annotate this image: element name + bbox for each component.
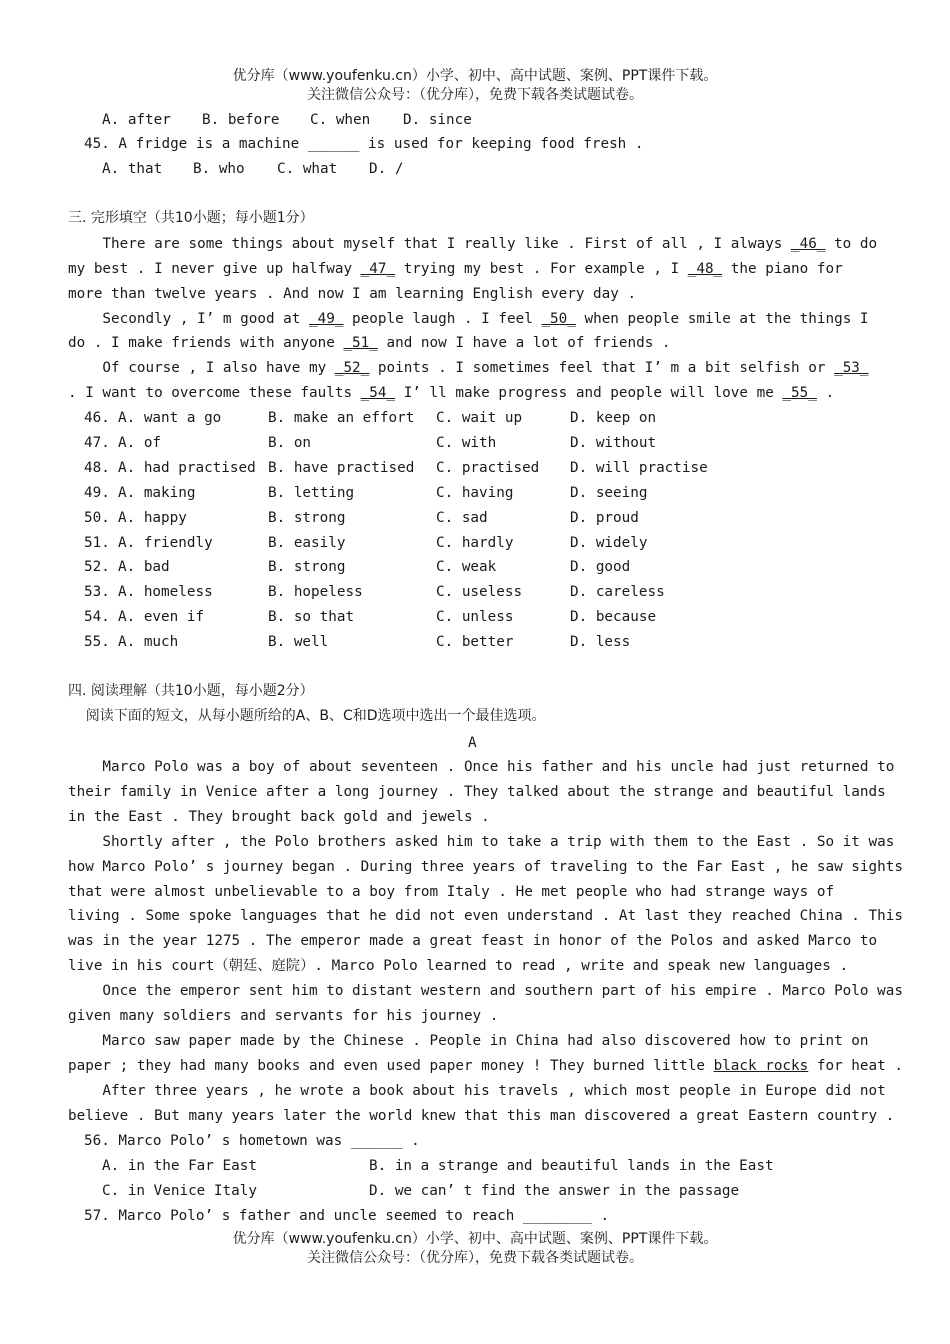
blank-53: _53_: [834, 360, 869, 376]
option-b: B. make an effort: [268, 410, 415, 426]
q44-option-c: C. when: [310, 112, 371, 128]
passage-line: how Marco Polo’ s journey began . During three years of traveling to the Far East , he saw sights: [68, 858, 903, 875]
option-c: C. with: [436, 434, 497, 451]
q56-option-b: B. in a strange and beautiful lands in the East: [369, 1158, 774, 1174]
option-a: A. happy: [118, 509, 187, 526]
option-a: A. want a go: [118, 410, 222, 426]
cloze-line: There are some things about myself that I really like . First of all , I always _46_ to do: [68, 236, 878, 252]
black-rocks-underlined: black rocks: [713, 1058, 809, 1074]
q45-option-b: B. who: [193, 161, 245, 177]
passage-line: Shortly after , the Polo brothers asked him to take a trip with them to the East . So it was: [68, 833, 895, 850]
question-number: 48.: [84, 459, 110, 476]
question-number: 55.: [84, 634, 110, 651]
blank-49: _49_: [309, 311, 344, 327]
option-b: B. strong: [268, 509, 346, 526]
passage-line: Marco saw paper made by the Chinese . People in China had also discovered how to print on: [68, 1032, 869, 1049]
section3-title: 三. 完形填空（共10小题；每小题1分）: [68, 210, 314, 226]
option-d: D. proud: [570, 509, 639, 526]
q45-stem: 45. A fridge is a machine ______ is used for keeping food fresh .: [84, 136, 644, 152]
q44-option-b: B. before: [202, 112, 280, 128]
option-d: D. because: [570, 609, 657, 626]
passage-line: Once the emperor sent him to distant western and southern part of his empire . Marco Polo was: [68, 983, 903, 1000]
question-number: 47.: [84, 434, 110, 451]
option-a: A. had practised: [118, 459, 256, 476]
passage-line: in the East . They brought back gold and jewels .: [68, 808, 490, 825]
q56-option-c: C. in Venice Italy: [102, 1183, 257, 1199]
option-d: D. keep on: [570, 410, 657, 426]
option-a: A. making: [118, 484, 196, 501]
option-c: C. hardly: [436, 534, 514, 551]
q57-stem: 57. Marco Polo’ s father and uncle seemed to reach ________ .: [84, 1208, 610, 1224]
option-c: C. sad: [436, 509, 488, 526]
option-d: D. good: [570, 559, 631, 576]
option-c: C. practised: [436, 459, 540, 476]
cloze-line: my best . I never give up halfway _47_ trying my best . For example , I _48_ the piano for: [68, 261, 843, 277]
option-b: B. well: [268, 634, 329, 651]
option-d: D. without: [570, 434, 657, 451]
option-a: A. of: [118, 434, 162, 451]
option-d: D. less: [570, 634, 631, 651]
option-c: C. weak: [436, 559, 497, 576]
question-number: 54.: [84, 609, 110, 626]
q44-option-a: A. after: [102, 112, 171, 128]
q56-option-a: A. in the Far East: [102, 1158, 257, 1174]
option-c: C. having: [436, 484, 514, 501]
option-a: A. much: [118, 634, 179, 651]
section4-title: 四. 阅读理解（共10小题，每小题2分）: [68, 683, 314, 699]
passage-line: that were almost unbelievable to a boy from Italy . He met people who had strange ways of: [68, 883, 835, 900]
option-c: C. useless: [436, 584, 523, 601]
q56-option-d: D. we can’ t find the answer in the passage: [369, 1183, 740, 1199]
cloze-line: Secondly , I’ m good at _49_ people laugh . I feel _50_ when people smile at the things I: [68, 311, 869, 327]
question-number: 51.: [84, 534, 110, 551]
cloze-line: Of course , I also have my _52_ points . I sometimes feel that I’ m a bit selfish or _53_: [68, 360, 869, 376]
option-c: C. unless: [436, 609, 514, 626]
q45-option-a: A. that: [102, 161, 163, 177]
passage-line: After three years , he wrote a book about his travels , which most people in Europe did not: [68, 1083, 886, 1099]
option-a: A. even if: [118, 609, 205, 626]
blank-46: _46_: [791, 236, 826, 252]
blank-51: _51_: [343, 335, 378, 351]
question-number: 50.: [84, 509, 110, 526]
passage-line: Marco Polo was a boy of about seventeen . Once his father and his uncle had just returned to: [68, 759, 895, 775]
passage-line: their family in Venice after a long journey . They talked about the strange and beautiful lands: [68, 783, 886, 800]
q45-option-c: C. what: [277, 161, 338, 177]
option-d: D. will practise: [570, 459, 708, 476]
option-a: A. friendly: [118, 534, 213, 551]
section4-instruction: 阅读下面的短文，从每小题所给的A、B、C和D选项中选出一个最佳选项。: [68, 708, 546, 724]
cloze-line: more than twelve years . And now I am learning English every day .: [68, 286, 637, 302]
blank-54: _54_: [360, 385, 396, 401]
passage-line: paper ; they had many books and even used paper money ! They burned little black rocks for heat .: [68, 1058, 903, 1074]
question-number: 49.: [84, 484, 110, 501]
blank-47: _47_: [360, 261, 396, 277]
passage-line: believe . But many years later the world knew that this man discovered a great Eastern country .: [68, 1108, 895, 1124]
option-b: B. letting: [268, 484, 355, 501]
option-b: B. easily: [268, 534, 346, 551]
passage-line: live in his court（朝廷、庭院）. Marco Polo learned to read , write and speak new languages .: [68, 958, 849, 975]
footer-line-2: 关注微信公众号：（优分库），免费下载各类试题试卷。: [307, 1250, 643, 1266]
question-number: 46.: [84, 410, 110, 426]
blank-48: _48_: [687, 261, 723, 277]
footer-line-1: 优分库（www.youfenku.cn）小学、初中、高中试题、案例、PPT课件下载。: [232, 1231, 718, 1247]
blank-52: _52_: [334, 360, 370, 376]
cloze-line: do . I make friends with anyone _51_ and now I have a lot of friends .: [68, 335, 671, 351]
q44-option-d: D. since: [403, 112, 472, 128]
option-b: B. on: [268, 434, 312, 451]
option-b: B. so that: [268, 609, 355, 626]
option-d: D. careless: [570, 584, 665, 601]
option-b: B. have practised: [268, 459, 415, 476]
blank-50: _50_: [541, 311, 576, 327]
header-line-2: 关注微信公众号：（优分库），免费下载各类试题试卷。: [307, 87, 643, 103]
q56-stem: 56. Marco Polo’ s hometown was ______ .: [84, 1133, 420, 1149]
passage-line: was in the year 1275 . The emperor made a great feast in honor of the Polos and asked Marco to: [68, 933, 878, 950]
option-d: D. widely: [570, 534, 648, 551]
passage-label: A: [468, 735, 477, 751]
question-number: 53.: [84, 584, 110, 601]
header-line-1: 优分库（www.youfenku.cn）小学、初中、高中试题、案例、PPT课件下载。: [232, 68, 718, 84]
q45-option-d: D. /: [369, 161, 404, 177]
option-b: B. hopeless: [268, 584, 363, 601]
blank-55: _55_: [782, 385, 817, 401]
option-b: B. strong: [268, 559, 346, 576]
option-a: A. bad: [118, 559, 170, 576]
question-number: 52.: [84, 559, 110, 576]
option-d: D. seeing: [570, 484, 648, 501]
passage-line: given many soldiers and servants for his journey .: [68, 1008, 499, 1024]
passage-line: living . Some spoke languages that he did not even understand . At last they reached China . This: [68, 908, 903, 925]
option-c: C. better: [436, 634, 514, 651]
option-a: A. homeless: [118, 584, 213, 601]
option-c: C. wait up: [436, 410, 523, 426]
cloze-line: . I want to overcome these faults _54_ I’ ll make progress and people will love me _55_ .: [68, 385, 835, 401]
